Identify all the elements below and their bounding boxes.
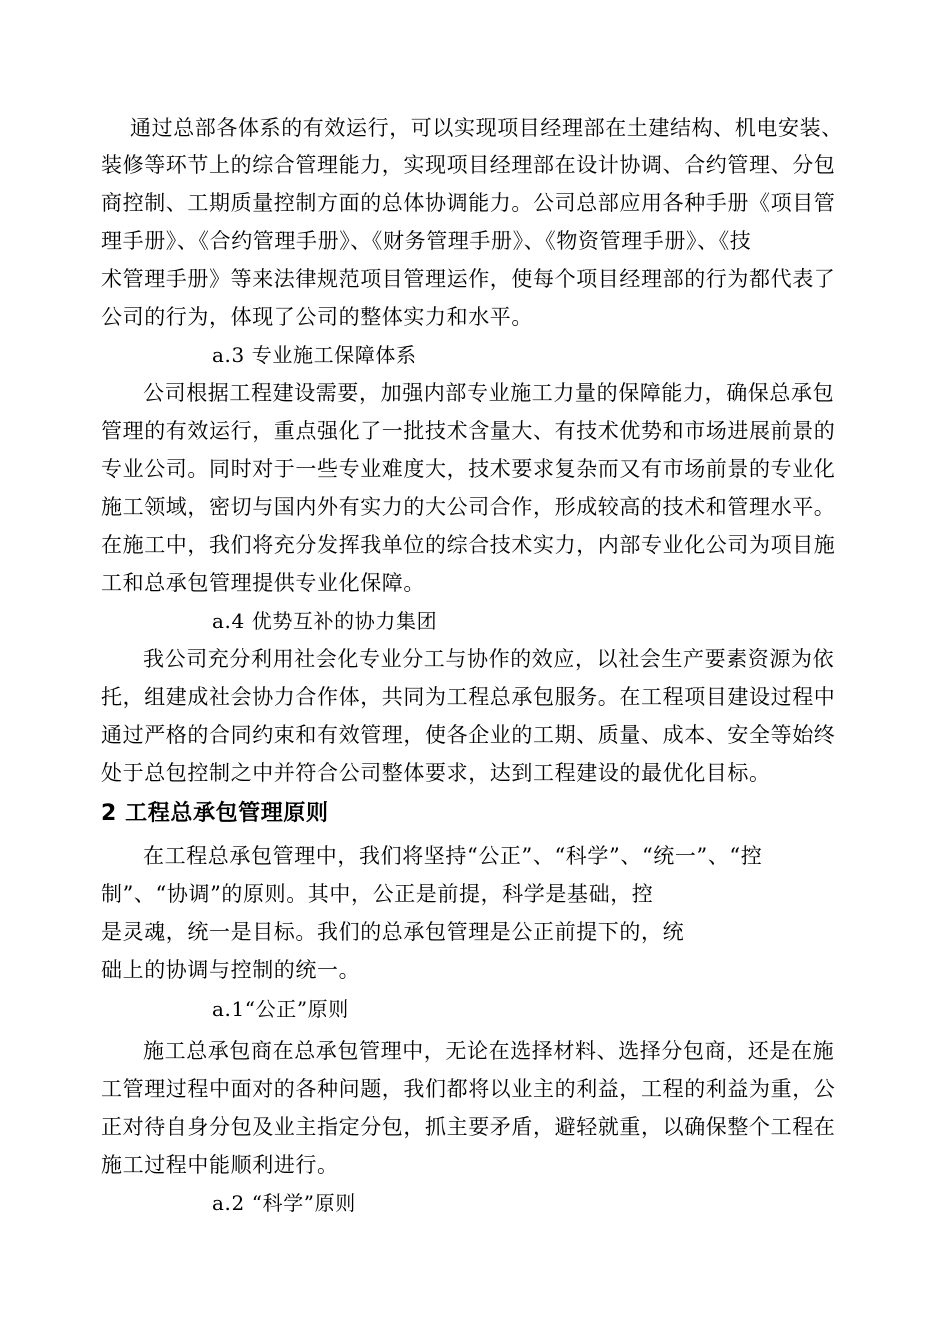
body-text-line: 装修等环节上的综合管理能力，实现项目经理部在设计协调、合约管理、分包 bbox=[101, 153, 836, 177]
body-text-line: 制”、“协调”的原则。其中，公正是前提，科学是基础，控 bbox=[101, 882, 654, 906]
body-text-line: 础上的协调与控制的统一。 bbox=[101, 958, 361, 982]
body-text-line: 正对待自身分包及业主指定分包，抓主要矛盾，避轻就重，以确保整个工程在 bbox=[101, 1115, 836, 1139]
body-text-line: 公司的行为，体现了公司的整体实力和水平。 bbox=[101, 305, 533, 329]
body-text-line: 理手册》、《合约管理手册》、《财务管理手册》、《物资管理手册》、《技 bbox=[101, 229, 752, 253]
body-text-line: 工管理过程中面对的各种问题，我们都将以业主的利益，工程的利益为重，公 bbox=[101, 1077, 836, 1101]
body-text-line: 托，组建成社会协力合作体，共同为工程总承包服务。在工程项目建设过程中 bbox=[101, 685, 836, 709]
body-text-line: 工和总承包管理提供专业化保障。 bbox=[101, 571, 425, 595]
occluding-blank-area bbox=[688, 870, 888, 990]
section-heading: 2 工程总承包管理原则 bbox=[101, 801, 329, 826]
subsection-heading: a.2 “科学”原则 bbox=[212, 1191, 356, 1215]
body-text-line: 在工程总承包管理中，我们将坚持“公正”、“科学”、“统一”、“控 bbox=[143, 844, 763, 868]
subsection-heading: a.1“公正”原则 bbox=[212, 997, 349, 1021]
body-text-line: 处于总包控制之中并符合公司整体要求，达到工程建设的最优化目标。 bbox=[101, 761, 771, 785]
body-text-line: 在施工中，我们将充分发挥我单位的综合技术实力，内部专业化公司为项目施 bbox=[101, 533, 836, 557]
body-text-line: 专业公司。同时对于一些专业难度大，技术要求复杂而又有市场前景的专业化 bbox=[101, 457, 836, 481]
body-text-line: 施工总承包商在总承包管理中，无论在选择材料、选择分包商，还是在施 bbox=[143, 1039, 835, 1063]
body-text-line: 施工过程中能顺利进行。 bbox=[101, 1153, 339, 1177]
subsection-heading: a.4 优势互补的协力集团 bbox=[212, 609, 438, 633]
body-text-line: 公司根据工程建设需要，加强内部专业施工力量的保障能力，确保总承包 bbox=[143, 381, 835, 405]
body-text-line: 管理的有效运行，重点强化了一批技术含量大、有技术优势和市场进展前景的 bbox=[101, 419, 836, 443]
body-text-line: 通过严格的合同约束和有效管理，使各企业的工期、质量、成本、安全等始终 bbox=[101, 723, 836, 747]
body-text-line: 我公司充分利用社会化专业分工与协作的效应，以社会生产要素资源为依 bbox=[143, 647, 835, 671]
body-text-line: 施工领域，密切与国内外有实力的大公司合作，形成较高的技术和管理水平。 bbox=[101, 495, 836, 519]
body-text-line: 术管理手册》等来法律规范项目管理运作，使每个项目经理部的行为都代表了 bbox=[101, 267, 836, 291]
body-text-line: 是灵魂，统一是目标。我们的总承包管理是公正前提下的，统 bbox=[101, 920, 685, 944]
body-text-line: 通过总部各体系的有效运行，可以实现项目经理部在土建结构、机电安装、 bbox=[130, 116, 843, 140]
subsection-heading: a.3 专业施工保障体系 bbox=[212, 343, 417, 367]
body-text-line: 商控制、工期质量控制方面的总体协调能力。公司总部应用各种手册《项目管 bbox=[101, 191, 836, 215]
